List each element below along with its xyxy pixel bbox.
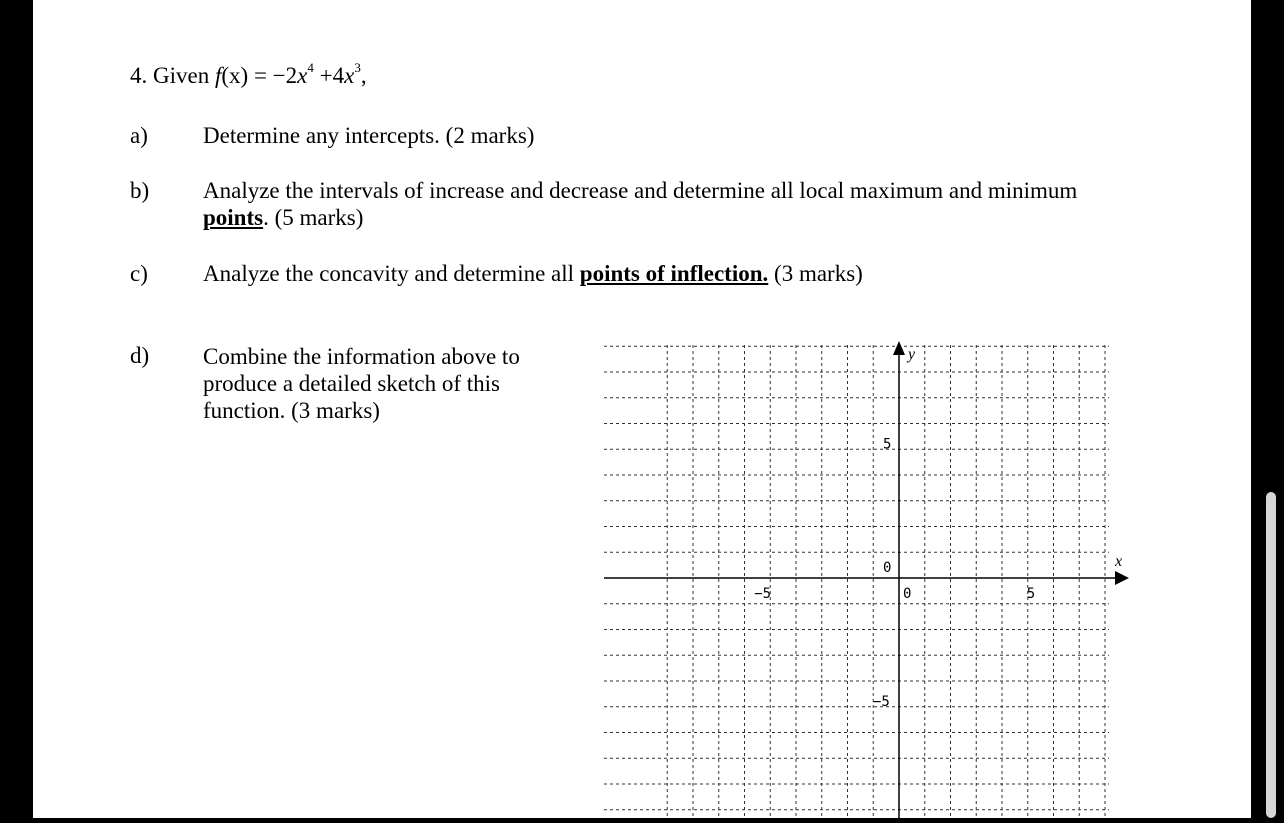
part-b-text [203, 177, 1203, 231]
part-b-after: . (5 marks) [263, 205, 364, 230]
y-tick-label-neg5: −5 [873, 693, 890, 710]
question-number: 4. [130, 63, 148, 88]
x-axis-arrow-icon [1115, 571, 1129, 585]
part-b-label: b) [130, 178, 150, 203]
part-b-emphasis: points [203, 205, 264, 230]
part-a-text: Determine any intercepts. (2 marks) [203, 123, 535, 148]
part-b-line1: Analyze the intervals of increase and decrease and determine all local maximum and minimum [203, 178, 1078, 203]
grid-svg [604, 339, 1129, 818]
part-c-label: c) [130, 261, 148, 286]
x-tick-label-neg5: −5 [754, 586, 772, 602]
part-c-after: (3 marks) [768, 261, 863, 286]
trailing-comma: , [360, 63, 367, 88]
part-d-line2: produce a detailed sketch of this [203, 371, 500, 396]
function-argument: (x) [221, 63, 249, 88]
part-c-text [203, 260, 863, 287]
term1-variable: x [297, 63, 308, 88]
y-tick-label-pos5: 5 [883, 436, 892, 453]
x-axis-variable-label: x [1115, 553, 1123, 570]
plus-sign: +4 [313, 63, 345, 88]
part-d-line1: Combine the information above to [203, 344, 520, 369]
part-b-line2 [203, 204, 1203, 231]
y-axis-arrow-icon [893, 341, 905, 355]
grid-lines [604, 345, 1109, 818]
term2-variable: x [344, 63, 355, 88]
part-d-label: d) [130, 343, 150, 368]
part-d-line3: function. (3 marks) [203, 398, 380, 423]
x-tick-label-zero: 0 [903, 586, 912, 602]
part-c-emphasis: points of inflection. [579, 261, 769, 286]
x-tick-label-pos5: 5 [1026, 586, 1036, 602]
y-axis-variable-label: y [908, 346, 916, 363]
question-title [130, 60, 367, 89]
part-a-label: a) [130, 123, 148, 148]
equals-sign: = −2 [248, 63, 298, 88]
part-d-text [203, 343, 520, 424]
scrollbar-thumb[interactable] [1266, 492, 1276, 818]
part-c-before: Analyze the concavity and determine all [203, 261, 580, 286]
function-name: f [214, 63, 222, 88]
term1-exponent: 4 [307, 60, 314, 75]
worksheet-page [33, 0, 1251, 818]
y-tick-label-zero: 0 [883, 560, 892, 576]
coordinate-grid [604, 339, 1129, 823]
question-given: Given [153, 63, 210, 88]
term2-exponent: 3 [354, 60, 361, 75]
